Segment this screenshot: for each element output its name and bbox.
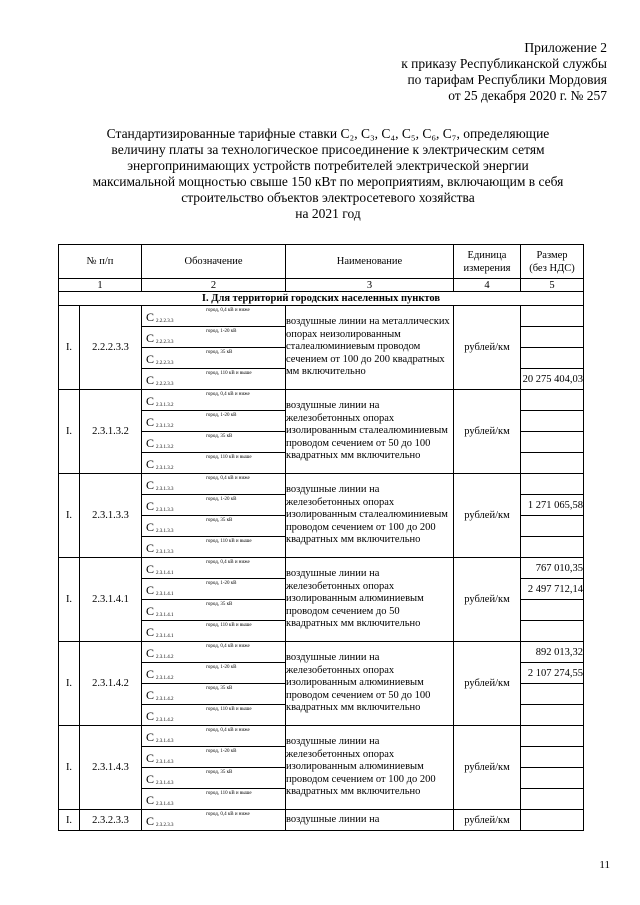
title-line: Стандартизированные тарифные ставки C₂, C₃, C₄, C₅, C₆, C₇, определяющие [106,126,550,141]
designation-condition: город, 0,4 кВ и ниже [206,392,250,397]
designation-subscript: 2.3.1.3.2 [156,445,174,450]
designation-cell [142,432,286,453]
designation-subscript: 2.3.1.4.1 [156,571,174,576]
designation-condition: город, 1-20 кВ [206,665,237,670]
row-value [521,684,584,705]
header-unit-line: Единица [467,249,507,261]
designation-subscript: 2.3.1.4.2 [156,655,174,660]
designation-subscript: 2.2.2.3.3 [156,319,174,324]
appendix-line: Приложение 2 [524,40,607,55]
designation-condition: город, 110 кВ и выше [206,539,252,544]
column-number: 4 [454,279,521,292]
designation-cell [142,747,286,768]
designation-cell [142,537,286,558]
row-value [521,516,584,537]
row-name: воздушные линии на железобетонных опорах изолированным сталеалюминиевым проводом сечением от 50 до 100 квадратных мм включительно [286,390,454,474]
designation-subscript: 2.3.1.3.3 [156,508,174,513]
designation-cell [142,474,286,495]
row-value [521,810,584,831]
row-value: 1 271 065,58 [521,495,584,516]
row-value [521,411,584,432]
title-line: на 2021 год [295,206,361,221]
designation-condition: город, 0,4 кВ и ниже [206,812,250,817]
designation-condition: город, 0,4 кВ и ниже [206,308,250,313]
document-title [58,126,598,222]
column-number: 3 [286,279,454,292]
designation-letter: С [146,457,155,471]
designation-subscript: 2.3.1.4.1 [156,592,174,597]
designation-letter: С [146,814,155,828]
designation-cell [142,348,286,369]
row-roman: I. [59,306,80,390]
designation-condition: город, 1-20 кВ [206,329,237,334]
row-roman: I. [59,726,80,810]
column-number-row [59,279,584,292]
designation-subscript: 2.3.1.3.3 [156,550,174,555]
table-row [59,810,584,831]
designation-letter: С [146,331,155,345]
designation-condition: город, 1-20 кВ [206,749,237,754]
row-value [521,306,584,327]
appendix-line: от 25 декабря 2020 г. № 257 [448,88,607,103]
designation-subscript: 2.3.1.4.3 [156,802,174,807]
designation-letter: С [146,604,155,618]
designation-subscript: 2.3.1.4.3 [156,760,174,765]
designation-subscript: 2.3.1.3.2 [156,403,174,408]
header-unit-line: измерения [463,262,511,274]
designation-letter: С [146,583,155,597]
row-value [521,621,584,642]
designation-subscript: 2.3.1.3.3 [156,487,174,492]
header-row [59,245,584,279]
designation-cell [142,663,286,684]
designation-letter: С [146,436,155,450]
section-row [59,292,584,306]
row-value: 2 497 712,14 [521,579,584,600]
designation-condition: город, 35 кВ [206,686,233,691]
table-row [59,558,584,579]
section-title: I. Для территорий городских населенных пунктов [59,292,584,306]
designation-condition: город, 1-20 кВ [206,497,237,502]
designation-subscript: 2.3.1.4.1 [156,613,174,618]
row-code: 2.3.1.4.1 [80,558,142,642]
row-code: 2.3.1.3.3 [80,474,142,558]
row-value: 767 010,35 [521,558,584,579]
designation-cell [142,621,286,642]
row-unit: рублей/км [454,558,521,642]
designation-cell [142,684,286,705]
designation-letter: С [146,730,155,744]
row-name: воздушные линии на железобетонных опорах изолированным алюминиевым проводом сечением от 50 до 100 квадратных мм включительно [286,642,454,726]
header-num: № п/п [59,245,142,279]
designation-cell [142,390,286,411]
row-value [521,432,584,453]
designation-letter: С [146,688,155,702]
designation-condition: город, 1-20 кВ [206,581,237,586]
row-value [521,705,584,726]
designation-cell [142,516,286,537]
row-unit: рублей/км [454,306,521,390]
designation-condition: город, 35 кВ [206,350,233,355]
row-code: 2.3.1.4.2 [80,642,142,726]
row-name: воздушные линии на металлических опорах неизолированным сталеалюминиевым проводом сечением от 100 до 200 квадратных мм включительно [286,306,454,390]
row-value: 892 013,32 [521,642,584,663]
row-code: 2.3.1.3.2 [80,390,142,474]
row-value [521,348,584,369]
row-value [521,537,584,558]
designation-subscript: 2.3.1.4.2 [156,676,174,681]
designation-cell [142,306,286,327]
designation-subscript: 2.3.1.4.3 [156,739,174,744]
header-designation: Обозначение [142,245,286,279]
designation-condition: город, 1-20 кВ [206,413,237,418]
designation-subscript: 2.3.2.3.3 [156,823,174,828]
column-number: 2 [142,279,286,292]
designation-condition: город, 35 кВ [206,518,233,523]
title-line: строительство объектов электросетевого хозяйства [181,190,475,205]
designation-letter: С [146,751,155,765]
table-row [59,474,584,495]
page-number: 11 [599,859,610,871]
row-value [521,474,584,495]
designation-subscript: 2.3.1.3.3 [156,529,174,534]
row-unit: рублей/км [454,474,521,558]
designation-condition: город, 0,4 кВ и ниже [206,644,250,649]
designation-letter: С [146,709,155,723]
designation-condition: город, 110 кВ и выше [206,707,252,712]
header-unit [454,245,521,279]
designation-letter: С [146,478,155,492]
designation-condition: город, 110 кВ и выше [206,371,252,376]
header-size [521,245,584,279]
designation-cell [142,789,286,810]
designation-cell [142,369,286,390]
row-name: воздушные линии на железобетонных опорах изолированным сталеалюминиевым проводом сечением от 100 до 200 квадратных мм включительно [286,474,454,558]
column-number: 5 [521,279,584,292]
designation-letter: С [146,499,155,513]
designation-condition: город, 35 кВ [206,602,233,607]
row-name: воздушные линии на железобетонных опорах изолированным алюминиевым проводом сечением от 100 до 200 квадратных мм включительно [286,726,454,810]
row-code: 2.3.2.3.3 [80,810,142,831]
designation-cell [142,600,286,621]
row-value [521,747,584,768]
column-number: 1 [59,279,142,292]
designation-cell [142,453,286,474]
designation-condition: город, 0,4 кВ и ниже [206,728,250,733]
row-value: 2 107 274,55 [521,663,584,684]
row-unit: рублей/км [454,726,521,810]
designation-subscript: 2.3.1.4.1 [156,634,174,639]
designation-subscript: 2.3.1.3.2 [156,466,174,471]
row-value [521,390,584,411]
appendix-line: по тарифам Республики Мордовия [407,72,607,87]
designation-cell [142,810,286,831]
row-unit: рублей/км [454,390,521,474]
row-code: 2.3.1.4.3 [80,726,142,810]
designation-letter: С [146,520,155,534]
row-name: воздушные линии на железобетонных опорах изолированным алюминиевым проводом сечением до 50 квадратных мм включительно [286,558,454,642]
designation-cell [142,642,286,663]
row-unit: рублей/км [454,810,521,831]
designation-cell [142,726,286,747]
row-value [521,453,584,474]
designation-letter: С [146,373,155,387]
designation-letter: С [146,394,155,408]
title-line: максимальной мощностью свыше 150 кВт по мероприятиям, включающим в себя [92,174,564,189]
designation-letter: С [146,667,155,681]
designation-subscript: 2.3.1.4.3 [156,781,174,786]
designation-letter: С [146,625,155,639]
designation-cell [142,411,286,432]
designation-subscript: 2.3.1.4.2 [156,718,174,723]
designation-subscript: 2.3.1.4.2 [156,697,174,702]
designation-cell [142,768,286,789]
designation-cell [142,579,286,600]
table-body [59,245,584,831]
designation-letter: С [146,562,155,576]
designation-letter: С [146,793,155,807]
designation-subscript: 2.2.2.3.3 [156,382,174,387]
designation-subscript: 2.2.2.3.3 [156,340,174,345]
row-roman: I. [59,642,80,726]
row-value [521,726,584,747]
designation-letter: С [146,646,155,660]
designation-subscript: 2.3.1.3.2 [156,424,174,429]
row-unit: рублей/км [454,642,521,726]
appendix-block [307,40,607,104]
designation-subscript: 2.2.2.3.3 [156,361,174,366]
row-value [521,789,584,810]
designation-condition: город, 35 кВ [206,434,233,439]
designation-condition: город, 35 кВ [206,770,233,775]
designation-cell [142,705,286,726]
designation-condition: город, 0,4 кВ и ниже [206,476,250,481]
designation-condition: город, 110 кВ и выше [206,623,252,628]
row-value [521,327,584,348]
title-line: энергопринимающих устройств потребителей электрической энергии [127,158,529,173]
row-value [521,768,584,789]
table-row [59,642,584,663]
designation-letter: С [146,352,155,366]
header-name: Наименование [286,245,454,279]
row-value [521,600,584,621]
designation-letter: С [146,415,155,429]
designation-cell [142,495,286,516]
tariff-table [58,244,584,831]
designation-letter: С [146,772,155,786]
designation-letter: С [146,541,155,555]
designation-condition: город, 110 кВ и выше [206,791,252,796]
header-size-line: (без НДС) [529,262,575,274]
table-row [59,390,584,411]
row-name: воздушные линии на [286,810,454,831]
row-roman: I. [59,558,80,642]
title-line: величину платы за технологическое присоединение к электрическим сетям [111,142,545,157]
row-roman: I. [59,474,80,558]
row-value: 20 275 404,03 [521,369,584,390]
designation-cell [142,558,286,579]
table-row [59,726,584,747]
designation-cell [142,327,286,348]
designation-condition: город, 110 кВ и выше [206,455,252,460]
designation-condition: город, 0,4 кВ и ниже [206,560,250,565]
row-roman: I. [59,810,80,831]
appendix-line: к приказу Республиканской службы [401,56,607,71]
row-roman: I. [59,390,80,474]
header-size-line: Размер [536,249,568,261]
row-code: 2.2.2.3.3 [80,306,142,390]
designation-letter: С [146,310,155,324]
table-row [59,306,584,327]
